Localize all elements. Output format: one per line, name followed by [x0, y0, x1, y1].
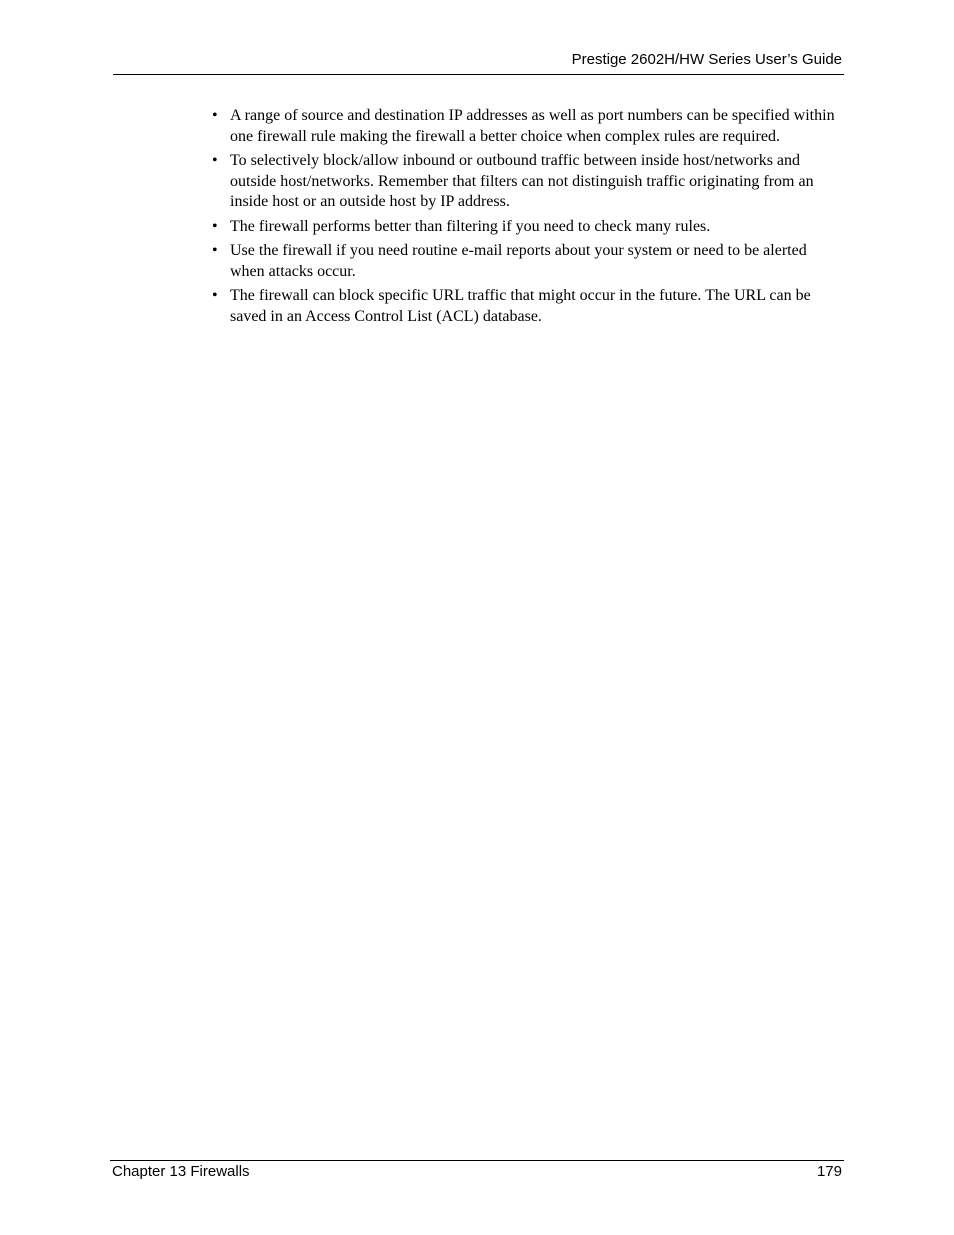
- bullet-text: Use the firewall if you need routine e-mail reports about your system or need to be alerted when attacks occur.: [230, 242, 807, 280]
- document-title: Prestige 2602H/HW Series User’s Guide: [571, 51, 842, 68]
- page-number: 179: [816, 1163, 842, 1180]
- bullet-marker: •: [212, 287, 218, 304]
- bullet-list: [210, 106, 844, 331]
- bullet-item: [210, 286, 844, 327]
- bullet-marker: •: [212, 242, 218, 259]
- bullet-marker: •: [212, 152, 218, 169]
- bullet-item: [210, 241, 844, 282]
- bullet-item: [210, 217, 844, 238]
- bullet-marker: •: [212, 217, 218, 235]
- bullet-text: The firewall can block specific URL traffic that might occur in the future. The URL can be saved in an Access Control List (ACL) database.: [230, 287, 811, 325]
- bullet-text: To selectively block/allow inbound or outbound traffic between inside host/networks and outside host/networks. Remember that filters can not distinguish traffic originating from an inside host or an outside host by IP address.: [230, 152, 814, 210]
- bullet-text: The firewall performs better than filtering if you need to check many rules.: [230, 217, 711, 235]
- bullet-item: [210, 151, 844, 213]
- chapter-label: Chapter 13 Firewalls: [112, 1163, 250, 1180]
- page-header: [113, 50, 844, 75]
- bullet-item: [210, 106, 844, 147]
- bullet-marker: •: [212, 107, 218, 124]
- page-footer: [110, 1160, 844, 1183]
- bullet-text: A range of source and destination IP addresses as well as port numbers can be specified within one firewall rule making the firewall a better choice when complex rules are required.: [230, 107, 835, 145]
